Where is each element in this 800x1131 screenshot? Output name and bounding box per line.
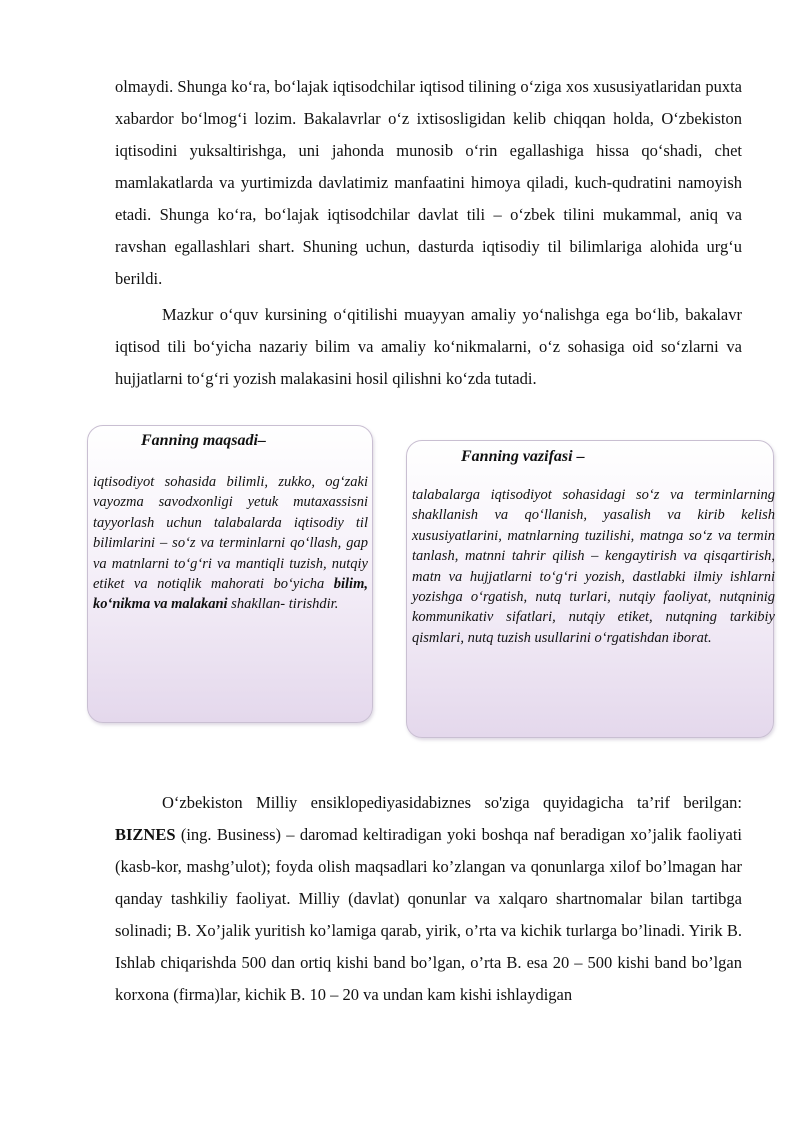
course-tasks-box (406, 440, 774, 738)
course-goal-box (87, 425, 373, 723)
course-goal-text (93, 472, 368, 615)
course-goal-text-lead: iqtisodiyot sohasida bilimli, zukko, og‘zaki vayozma savodxonligi yetuk mutaxassisni tayyorlash uchun talabalarda iqtisodiy til bilimlarini – so‘z va terminlarni qo‘llash, gap va matnlarni to‘g‘ri va mantiqli tuzish, nutqiy etiket va notiqlik mahorati bo‘yicha (93, 474, 368, 593)
course-tasks-text: talabalarga iqtisodiyot sohasidagi so‘z va terminlarning shakllanish va qo‘llanish, yasalish va kirib kelish xususiyatlarini, matnlarning tuzilishi, matnga so‘z va termin tanlash, matnni tahrir qilish – kengaytirish va qisqartirish, matn va hujjatlarni to‘g‘ri yozish, dastlabki ilmiy ishlarni yozishga o‘rgatish, nutq turlari, nutqiy faoliyat, nutqninig kommunikativ sifatlari, nutqiy etiket, nutqning tarkibiy qismlari, nutq tuzish usullarini o‘rgatishdan iborat. (412, 487, 775, 646)
paragraph-business-definition (115, 787, 742, 1011)
business-term: BIZNES (115, 825, 176, 844)
business-definition-rest: (ing. Business) – daromad keltiradigan yoki boshqa naf beradigan xo’jalik faoliyati (kasb-kor, mashg’ulot); foyda olish maqsadlari ko’zlangan va qonunlarga xilof bo’lmagan har qanday tashkiliy faoliyat. Milliy (davlat) qonunlar va xalqaro shartnomalar bilan tartibga solinadi; B. Xo’jalik yuritish ko’lamiga qarab, yirik, o’rta va kichik turlarga bo’linadi. Yirik B. Ishlab chiqarishda 500 dan ortiq kishi band bo’lgan, o’rta B. esa 20 – 500 kishi band bo’lgan korxona (firma)lar, kichik B. 10 – 20 va undan kam kishi ishlaydigan (115, 825, 742, 1004)
business-definition-lead: O‘zbekiston Milliy ensiklopediyasidabiznes so'ziga quyidagicha ta’rif berilgan: (162, 793, 742, 812)
course-tasks-title: Fanning vazifasi – (461, 448, 585, 465)
paragraph-intro: olmaydi. Shunga ko‘ra, bo‘lajak iqtisodchilar iqtisod tilining o‘ziga xos xususiyatlaridan puxta xabardor bo‘lmog‘i lozim. Bakalavrlar o‘z ixtisosligidan kelib chiqqan holda, O‘zbekiston iqtisodini yuksaltirishga, uni jahonda munosib o‘rin egallashiga hissa qo‘shadi, chet mamlakatlarda va yurtimizda davlatimiz manfaatini himoya qiladi, kuch-qudratini namoyish etadi. Shunga ko‘ra, bo‘lajak iqtisodchilar davlat tili – o‘zbek tilini mukammal, aniq va ravshan egallashlari shart. Shuning uchun, dasturda iqtisodiy til bilimlariga alohida urg‘u berildi. (115, 77, 742, 288)
course-goal-text-tail: shakllan- tirishdir. (227, 596, 339, 613)
course-goal-text-bold: bilim, ko‘nikma va malakani (93, 576, 368, 613)
paragraph-course-description: Mazkur o‘quv kursining o‘qitilishi muayyan amaliy yo‘nalishga ega bo‘lib, bakalavr iqtisod tili bo‘yicha nazariy bilim va amaliy ko‘nikmalarni, o‘z sohasiga oid so‘zlarni va hujjatlarni to‘g‘ri yozish malakasini hosil qilishni ko‘zda tutadi. (115, 305, 742, 388)
course-goal-title: Fanning maqsadi– (141, 432, 266, 449)
